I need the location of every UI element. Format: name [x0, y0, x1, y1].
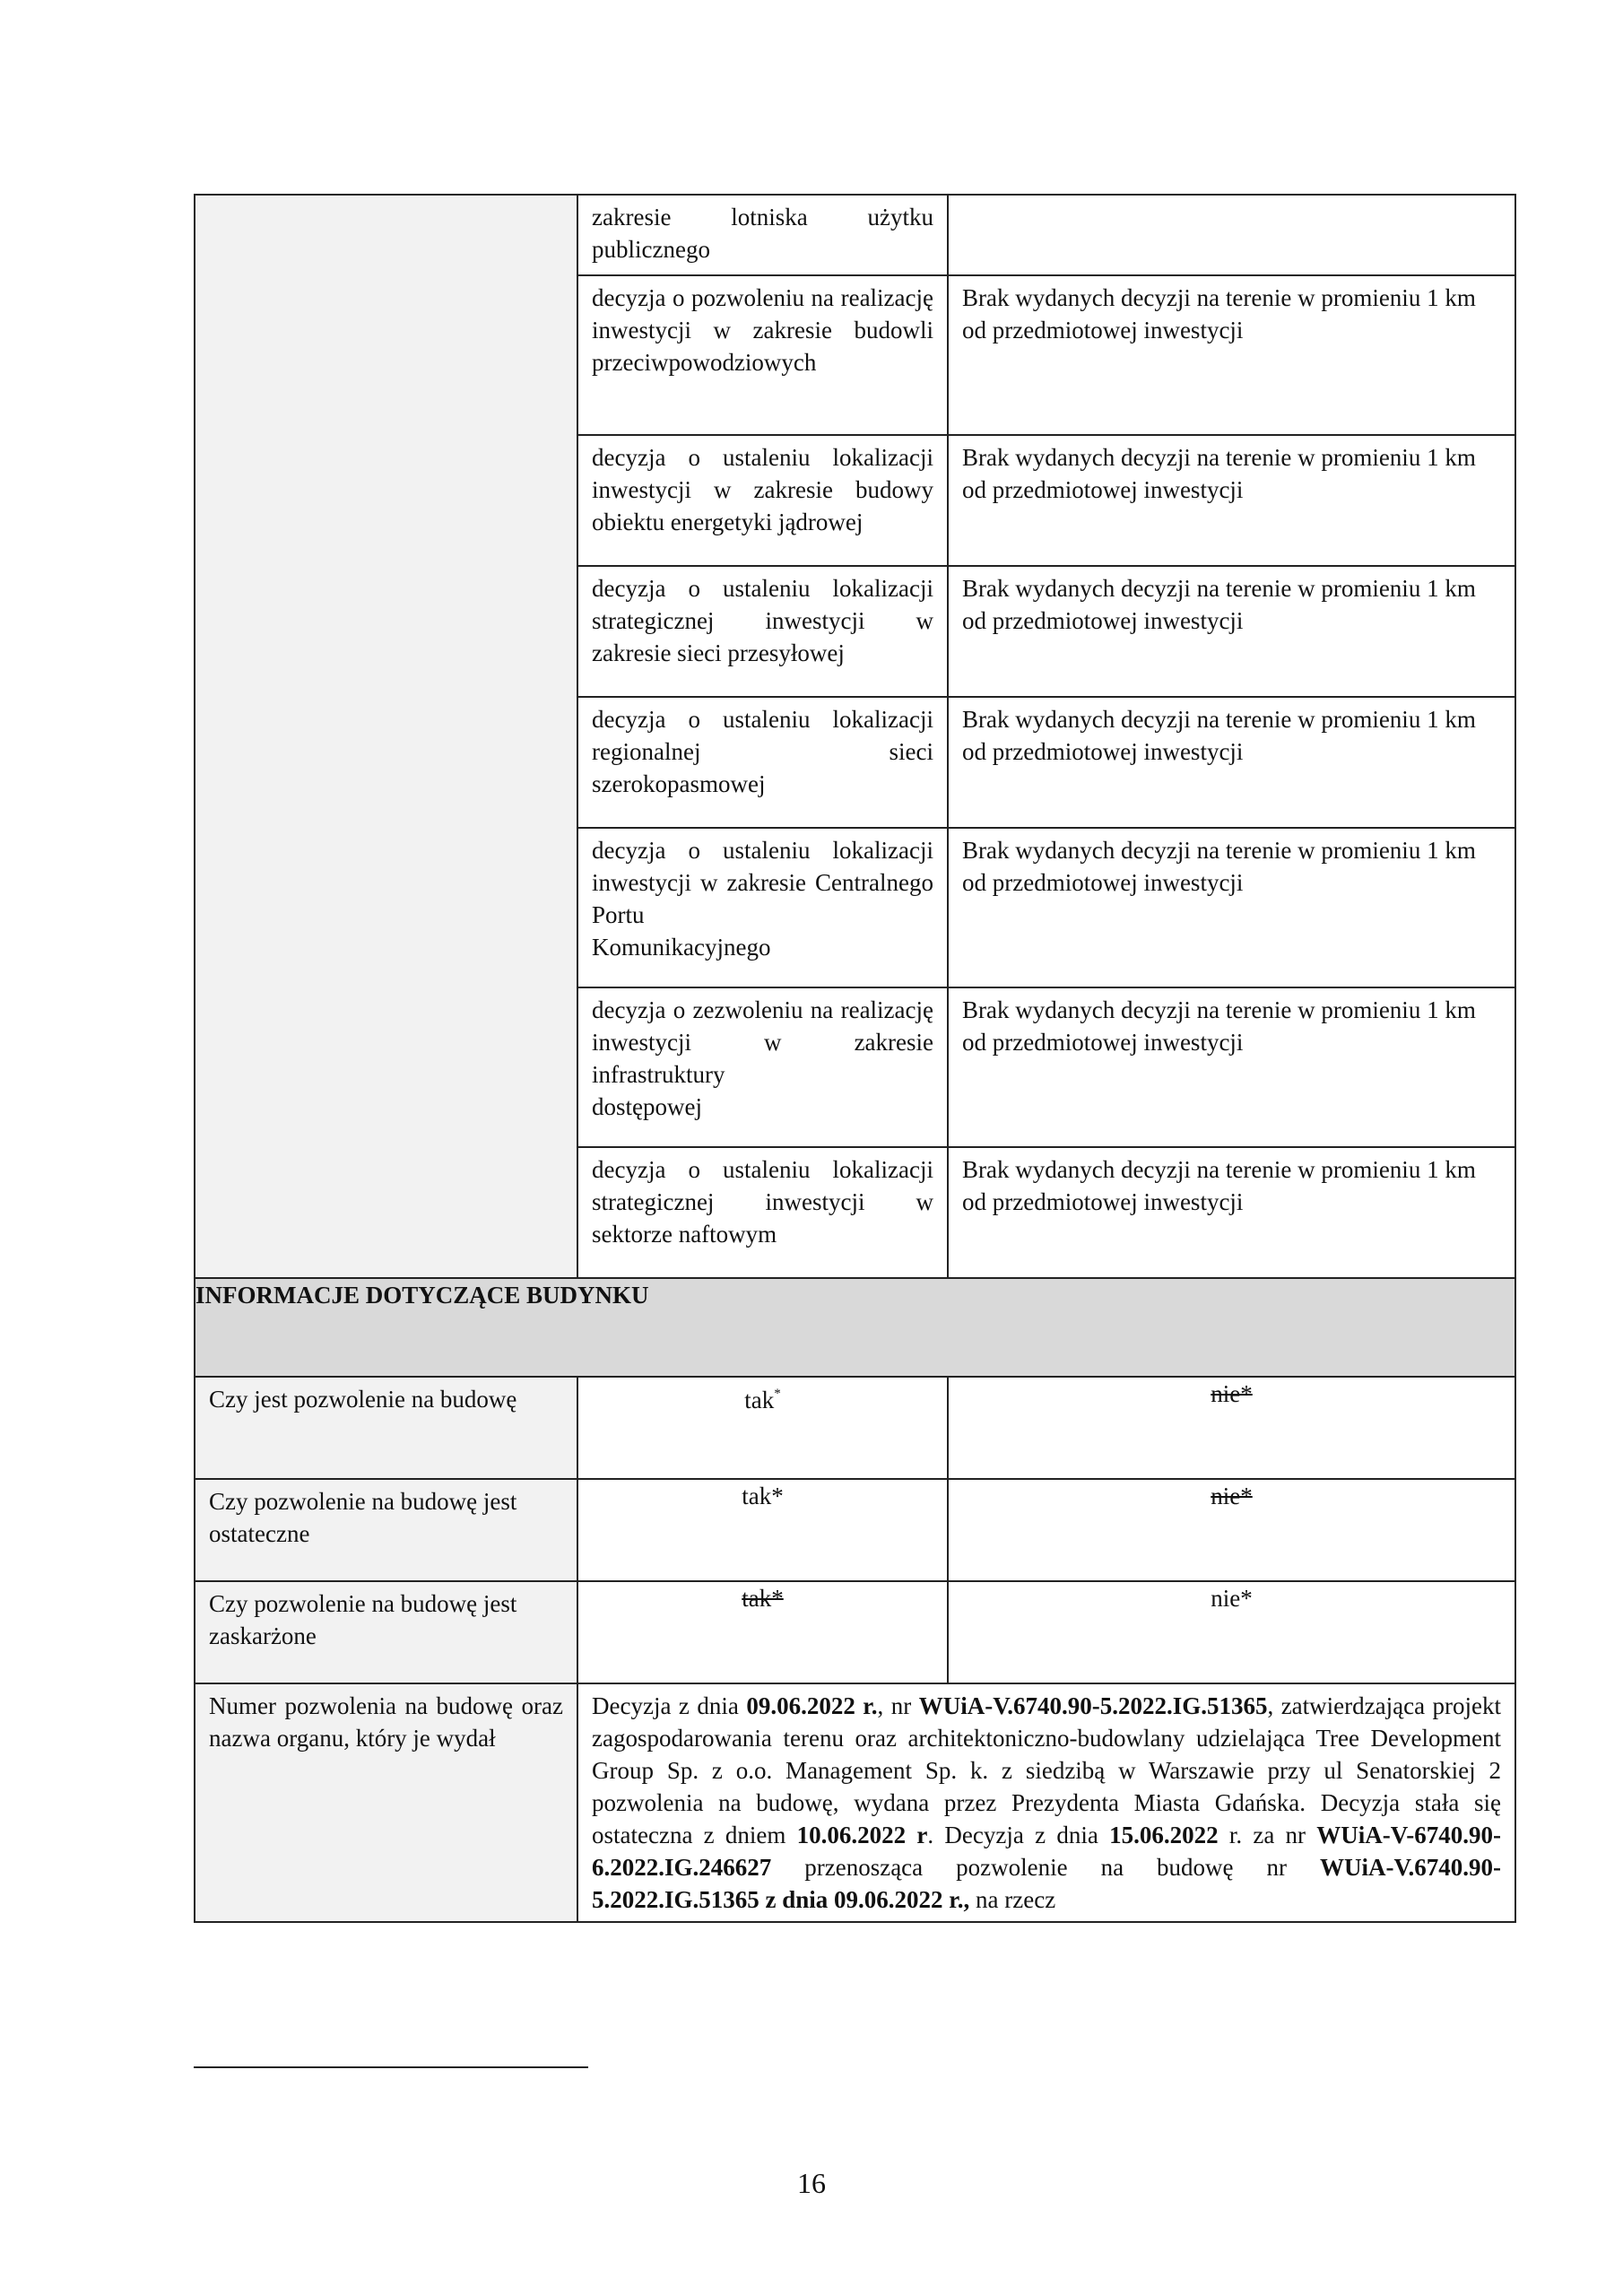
- decision-type-cell: [577, 987, 948, 1147]
- decision-type-cell: decyzja o ustaleniu lokalizacji inwestycji w zakresie budowy obiektu energetyki jądrowej: [577, 435, 948, 566]
- decision-status-cell: Brak wydanych decyzji na terenie w promieniu 1 km od przedmiotowej inwestycji: [948, 828, 1515, 987]
- table-row: [195, 195, 1515, 275]
- answer-no-cell: [948, 1377, 1515, 1479]
- answer-yes: tak: [744, 1387, 775, 1413]
- page-number: 16: [797, 2167, 826, 2199]
- decision-status-cell: Brak wydanych decyzji na terenie w promieniu 1 km od przedmiotowej inwestycji: [948, 275, 1515, 435]
- decision-type-cell: [577, 828, 948, 987]
- decision-status-cell: Brak wydanych decyzji na terenie w promieniu 1 km od przedmiotowej inwestycji: [948, 697, 1515, 828]
- merged-label-cell: [195, 195, 577, 1278]
- decision-type-text: decyzja o zezwoleniu na realizację inwestycji w zakresie infrastruktury dostępowej: [592, 996, 933, 1120]
- table-row: [195, 1377, 1515, 1479]
- decision-type-text: decyzja o pozwoleniu na realizację inwestycji w zakresie budowli przeciwpowodziowych: [592, 284, 933, 376]
- answer-yes-mark: *: [774, 1387, 781, 1401]
- decision-type-text: decyzja o ustaleniu lokalizacji inwestycji w zakresie Centralnego Portu Komunikacyjnego: [592, 837, 933, 961]
- answer-yes-cell: [577, 1581, 948, 1683]
- answer-no-cell: [948, 1479, 1515, 1581]
- table-row: [195, 1683, 1515, 1922]
- permit-label-cell: Numer pozwolenia na budowę oraz nazwa organu, który je wydał: [195, 1683, 577, 1922]
- decision-status-cell: Brak wydanych decyzji na terenie w promieniu 1 km od przedmiotowej inwestycji: [948, 987, 1515, 1147]
- decision-status-cell: Brak wydanych decyzji na terenie w promieniu 1 km od przedmiotowej inwestycji: [948, 566, 1515, 697]
- decision-type-text: decyzja o ustaleniu lokalizacji strategicznej inwestycji w sektorze naftowym: [592, 1156, 933, 1248]
- decision-type-text: decyzja o ustaleniu lokalizacji strategicznej inwestycji w zakresie sieci przesyłowej: [592, 575, 933, 666]
- footnote-separator: [194, 2066, 588, 2068]
- decision-type-cell: [577, 195, 948, 275]
- decision-type-cell: [577, 1147, 948, 1278]
- answer-yes-cell: [577, 1377, 948, 1479]
- answer-yes: tak*: [742, 1483, 784, 1509]
- answer-yes: tak*: [742, 1585, 784, 1612]
- decision-type-text: zakresie lotniska użytku publicznego: [592, 204, 933, 263]
- decision-status-cell: Brak wydanych decyzji na terenie w promieniu 1 km od przedmiotowej inwestycji: [948, 1147, 1515, 1278]
- document-table: [194, 194, 1516, 1923]
- section-row: [195, 1278, 1515, 1377]
- answer-no-cell: [948, 1581, 1515, 1683]
- section-heading: INFORMACJE DOTYCZĄCE BUDYNKU: [195, 1278, 1515, 1377]
- decision-type-text: decyzja o ustaleniu lokalizacji regionalnej sieci szerokopasmowej: [592, 706, 933, 797]
- answer-no: nie*: [1211, 1483, 1253, 1509]
- decision-status-cell: Brak wydanych decyzji na terenie w promieniu 1 km od przedmiotowej inwestycji: [948, 435, 1515, 566]
- table-row: [195, 1479, 1515, 1581]
- question-label-cell: Czy pozwolenie na budowę jest zaskarżone: [195, 1581, 577, 1683]
- question-label-cell: Czy jest pozwolenie na budowę: [195, 1377, 577, 1479]
- table-row: [195, 1581, 1515, 1683]
- permit-text: Decyzja z dnia 09.06.2022 r., nr WUiA-V.6740.90-5.2022.IG.51365, zatwierdzająca projekt zagospodarowania terenu oraz architektoniczno-budowlany udzielająca Tree Development Group Sp. z o.o. Management Sp. k. z siedzibą w Warszawie przy ul Senatorskiej 2 pozwolenia na budowę, wydana przez Prezydenta Miasta Gdańska. Decyzja stała się ostateczna z dniem 10.06.2022 r. Decyzja z dnia 15.06.2022 r. za nr WUiA-V-6740.90-6.2022.IG.246627 przenosząca pozwolenie na budowę nr WUiA-V.6740.90-5.2022.IG.51365 z dnia 09.06.2022 r., na rzecz: [592, 1692, 1502, 1913]
- decision-status-cell: [948, 195, 1515, 275]
- answer-no: nie*: [1211, 1585, 1253, 1612]
- decision-type-cell: [577, 566, 948, 697]
- answer-yes-cell: [577, 1479, 948, 1581]
- decision-type-cell: [577, 697, 948, 828]
- permit-text-cell: [577, 1683, 1515, 1922]
- answer-no: nie*: [1211, 1380, 1253, 1407]
- decision-type-cell: [577, 275, 948, 435]
- question-label-cell: Czy pozwolenie na budowę jest ostateczne: [195, 1479, 577, 1581]
